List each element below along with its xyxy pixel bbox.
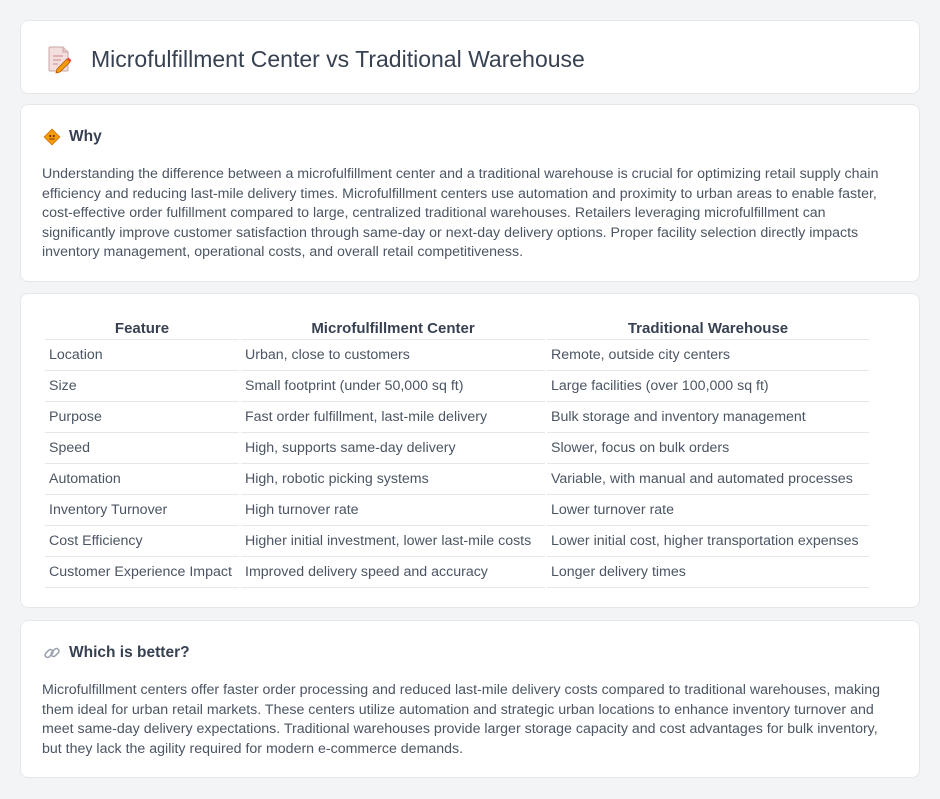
diamond-sign-icon (43, 128, 61, 146)
table-row (45, 402, 869, 433)
row-traditional: Lower turnover rate (547, 495, 869, 526)
why-section (20, 104, 920, 282)
page-title: Microfulfillment Center vs Traditional Warehouse (91, 45, 585, 72)
row-feature: Location (45, 340, 239, 371)
row-microfulfillment: Higher initial investment, lower last-mile costs (241, 526, 545, 557)
table-row (45, 340, 869, 371)
header-microfulfillment: Microfulfillment Center (241, 314, 545, 340)
table-row (45, 433, 869, 464)
better-title: Which is better? (69, 644, 190, 661)
row-feature: Cost Efficiency (45, 526, 239, 557)
row-feature: Automation (45, 464, 239, 495)
row-microfulfillment: Urban, close to customers (241, 340, 545, 371)
row-microfulfillment: Small footprint (under 50,000 sq ft) (241, 371, 545, 402)
title-row (45, 41, 585, 77)
row-traditional: Slower, focus on bulk orders (547, 433, 869, 464)
row-traditional: Large facilities (over 100,000 sq ft) (547, 371, 869, 402)
comparison-card (20, 293, 920, 608)
table-row (45, 371, 869, 402)
table-row (45, 464, 869, 495)
table-row (45, 557, 869, 588)
row-feature: Size (45, 371, 239, 402)
table-row (45, 495, 869, 526)
row-microfulfillment: High, supports same-day delivery (241, 433, 545, 464)
row-feature: Inventory Turnover (45, 495, 239, 526)
row-microfulfillment: Improved delivery speed and accuracy (241, 557, 545, 588)
title-card (20, 20, 920, 94)
link-icon (43, 644, 61, 662)
row-feature: Purpose (45, 402, 239, 433)
why-paragraph: Understanding the difference between a microfulfillment center and a traditional warehouse is crucial for optimizing retail supply chain efficiency and reducing last-mile delivery times. Microfulfillment centers use automation and proximity to urban areas to enable faster, cost-effective order fulfillment compared to large, centralized traditional warehouses. Retailers leveraging microfulfillment can significantly improve customer satisfaction through same-day or next-day delivery options. Proper facility selection directly impacts inventory management, operational costs, and overall retail competitiveness. (42, 166, 879, 260)
row-traditional: Variable, with manual and automated processes (547, 464, 869, 495)
row-feature: Speed (45, 433, 239, 464)
why-heading (43, 127, 102, 147)
row-traditional: Remote, outside city centers (547, 340, 869, 371)
header-feature: Feature (45, 314, 239, 340)
why-title: Why (69, 128, 102, 145)
header-traditional: Traditional Warehouse (547, 314, 869, 340)
row-feature: Customer Experience Impact (45, 557, 239, 588)
row-microfulfillment: High turnover rate (241, 495, 545, 526)
comparison-table (43, 314, 871, 588)
row-microfulfillment: High, robotic picking systems (241, 464, 545, 495)
better-heading (43, 643, 190, 663)
row-traditional: Longer delivery times (547, 557, 869, 588)
document-pencil-icon (45, 44, 73, 74)
row-traditional: Lower initial cost, higher transportation expenses (547, 526, 869, 557)
table-row (45, 526, 869, 557)
row-traditional: Bulk storage and inventory management (547, 402, 869, 433)
better-paragraph: Microfulfillment centers offer faster order processing and reduced last-mile delivery costs compared to traditional warehouses, making them ideal for urban retail markets. These centers utilize automation and strategic urban locations to enhance inventory turnover and meet same-day delivery expectations. Traditional warehouses provide larger storage capacity and cost advantages for bulk inventory, but they lack the agility required for modern e-commerce demands. (42, 682, 880, 757)
row-microfulfillment: Fast order fulfillment, last-mile delivery (241, 402, 545, 433)
better-section (20, 620, 920, 778)
table-header-row (45, 314, 869, 340)
